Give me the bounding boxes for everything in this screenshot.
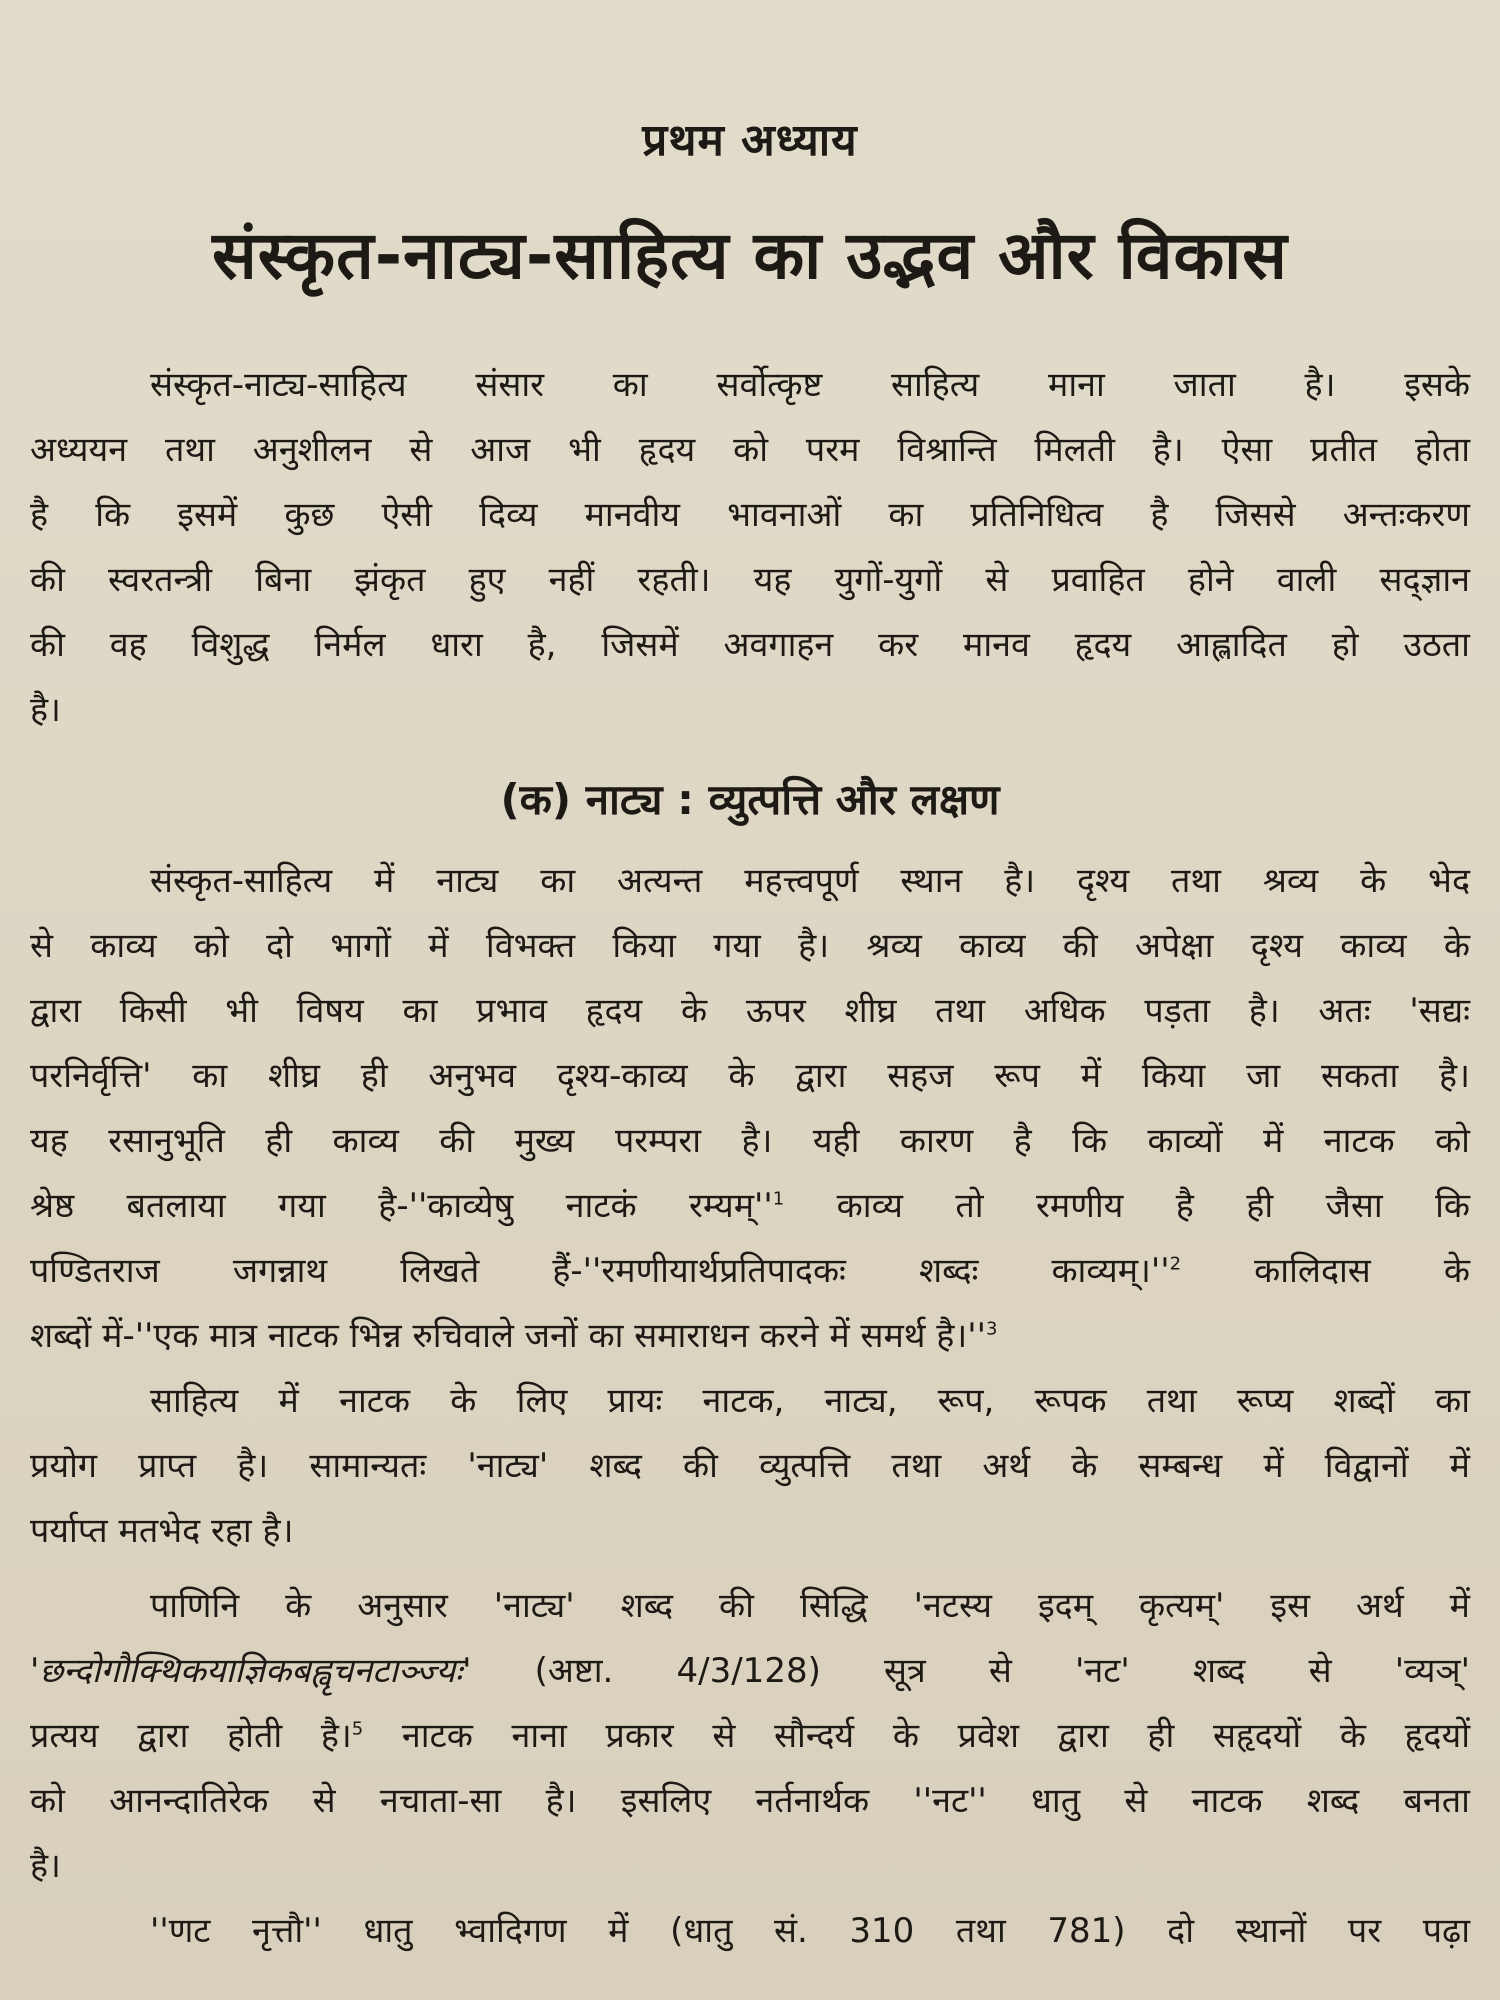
footnote-marker-3: 3 [985,1318,998,1340]
para1-line-5: यह रसानुभूति ही काव्य की मुख्य परम्परा है। यही कारण है कि काव्यों में नाटक को [30,1121,1470,1161]
para3-line-3 [30,1713,1470,1759]
intro-line-4: की स्वरतन्त्री बिना झंकृत हुए नहीं रहती। यह युगों-युगों से प्रवाहित होने वाली सद्ज्ञान [30,560,1470,600]
para1-line-3: द्वारा किसी भी विषय का प्रभाव हृदय के ऊपर शीघ्र तथा अधिक पड़ता है। अतः 'सद्यः [30,991,1470,1031]
intro-line-2: अध्ययन तथा अनुशीलन से आज भी हृदय को परम विश्रान्ति मिलती है। ऐसा प्रतीत होता [30,430,1470,470]
quote-jagannath: पण्डितराज जगन्नाथ लिखते हैं-''रमणीयार्थप्रतिपादकः शब्दः काव्यम्।'' [30,1251,1170,1291]
para3-line-2-rest: (अष्टा. 4/3/128) सूत्र से 'नट' शब्द से 'व्यञ्' [471,1651,1470,1691]
para2-line-3: पर्याप्त मतभेद रहा है। [30,1511,294,1551]
footnote-marker-5: 5 [351,1718,364,1740]
quote-kalidas: शब्दों में-''एक मात्र नाटक भिन्न रुचिवाले जनों का समाराधन करने में समर्थ है।'' [30,1316,986,1356]
para3-line-3-rest: नाटक नाना प्रकार से सौन्दर्य के प्रवेश द्वारा ही सहृदयों के हृदयों [363,1716,1470,1756]
para1-line-7-rest: कालिदास के [1181,1251,1470,1291]
para2-line-2: प्रयोग प्राप्त है। सामान्यतः 'नाट्य' शब्द की व्युत्पत्ति तथा अर्थ के सम्बन्ध में विद्वानों में [30,1446,1470,1486]
footnote-marker-2: 2 [1169,1253,1182,1275]
intro-line-3: है कि इसमें कुछ ऐसी दिव्य मानवीय भावनाओं का प्रतिनिधित्व है जिससे अन्तःकरण [30,495,1470,535]
para4-line-1: ''णट नृत्तौ'' धातु भ्वादिगण में (धातु सं. 310 तथा 781) दो स्थानों पर पढ़ा [150,1911,1470,1951]
para3-line-3-start: प्रत्यय द्वारा होती है। [30,1716,352,1756]
para1-line-2: से काव्य को दो भागों में विभक्त किया गया है। श्रव्य काव्य की अपेक्षा दृश्य काव्य के [30,926,1470,966]
chapter-label: प्रथम अध्याय [642,115,858,166]
para1-line-8 [30,1313,1470,1359]
para1-line-7 [30,1248,1470,1294]
quote-kavyeshu: श्रेष्ठ बतलाया गया है-''काव्येषु नाटकं रम्यम्'' [30,1186,773,1226]
para2-line-1: साहित्य में नाटक के लिए प्रायः नाटक, नाट्य, रूप, रूपक तथा रूप्य शब्दों का [150,1381,1470,1421]
sutra-text: 'छन्दोगौक्थिकयाज्ञिकबह्वृचनटाञ्ज्यः' [30,1651,472,1691]
para3-line-5: है। [30,1846,61,1886]
section-heading: (क) नाट्य : व्युत्पत्ति और लक्षण [500,775,1000,824]
para1-line-6-rest: काव्य तो रमणीय है ही जैसा कि [784,1186,1470,1226]
para1-line-4: परनिर्वृत्ति' का शीघ्र ही अनुभव दृश्य-काव्य के द्वारा सहज रूप में किया जा सकता है। [30,1056,1470,1096]
para1-line-1: संस्कृत-साहित्य में नाट्य का अत्यन्त महत्त्वपूर्ण स्थान है। दृश्य तथा श्रव्य के भेद [150,861,1470,901]
chapter-title: संस्कृत-नाट्य-साहित्य का उद्भव और विकास [212,217,1288,294]
para1-line-6 [30,1183,1470,1229]
footnote-marker-1: 1 [772,1188,785,1210]
intro-line-6: है। [30,690,61,730]
para3-line-4: को आनन्दातिरेक से नचाता-सा है। इसलिए नर्तनार्थक ''नट'' धातु से नाटक शब्द बनता [30,1781,1470,1821]
intro-line-5: की वह विशुद्ध निर्मल धारा है, जिसमें अवगाहन कर मानव हृदय आह्लादित हो उठता [30,625,1470,665]
intro-line-1: संस्कृत-नाट्य-साहित्य संसार का सर्वोत्कृष्ट साहित्य माना जाता है। इसके [150,365,1470,405]
para3-line-2 [30,1648,1470,1694]
para3-line-1: पाणिनि के अनुसार 'नाट्य' शब्द की सिद्धि 'नटस्य इदम् कृत्यम्' इस अर्थ में [150,1586,1470,1626]
